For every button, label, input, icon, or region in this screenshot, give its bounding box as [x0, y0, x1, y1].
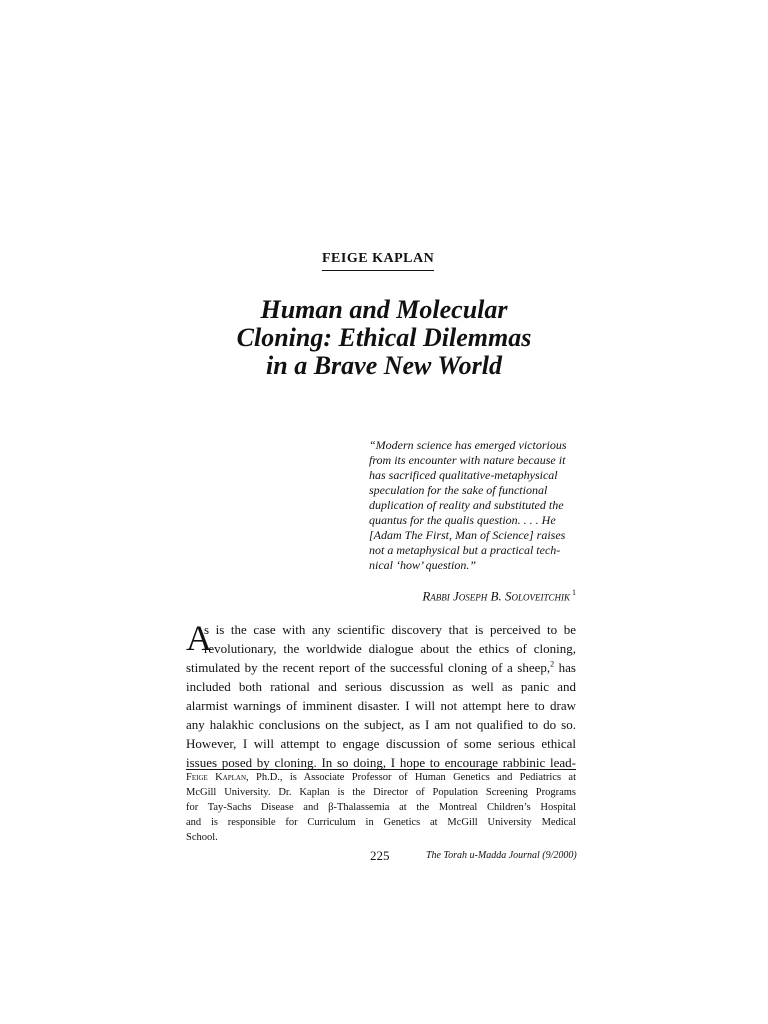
- body-line: any halakhic conclusions on the subject, as I am not qualified to do so.: [186, 717, 576, 732]
- body-line: s is the case with any scientific discovery that is perceived to be: [204, 622, 576, 637]
- footnote-line: and is responsible for Curriculum in Genetics at McGill University Medical: [186, 817, 576, 828]
- footnote-marker: 2: [550, 659, 555, 669]
- footnote-line: School.: [186, 832, 218, 843]
- body-line: revolutionary, the worldwide dialogue about the ethics of cloning,: [204, 641, 576, 656]
- epigraph-line: quantus for the qualis question. . . . He: [369, 513, 556, 527]
- epigraph-line: nical ‘how’ question.”: [369, 558, 476, 572]
- footnote-line: [186, 770, 576, 785]
- body-line: However, I will attempt to engage discussion of some serious ethical: [186, 736, 576, 751]
- epigraph-line: [Adam The First, Man of Science] raises: [369, 528, 566, 542]
- body-line: included both rational and serious discussion as well as panic and: [186, 679, 576, 694]
- title-line: Human and Molecular: [260, 295, 508, 324]
- body-line: issues posed by cloning. In so doing, I hope to encourage rabbinic lead-: [186, 755, 576, 770]
- footnote-text: , Ph.D., is Associate Professor of Human Genetics and Pediatrics at: [246, 772, 576, 783]
- body-paragraph: [186, 620, 576, 772]
- title-line: Cloning: Ethical Dilemmas: [236, 323, 532, 352]
- epigraph-line: “Modern science has emerged victorious: [369, 438, 567, 452]
- body-line-text: has: [554, 660, 576, 675]
- epigraph-line: has sacrificed qualitative-metaphysical: [369, 468, 558, 482]
- author-footnote: [186, 770, 576, 845]
- article-title: [184, 296, 584, 380]
- epigraph-line: duplication of reality and substituted the: [369, 498, 564, 512]
- footnote-line: McGill University. Dr. Kaplan is the Director of Population Screening Programs: [186, 787, 576, 798]
- footnote-marker: 1: [572, 588, 576, 597]
- footnote-line: for Tay-Sachs Disease and β-Thalassemia at the Montreal Children’s Hospital: [186, 802, 576, 813]
- epigraph-line: from its encounter with nature because it: [369, 453, 566, 467]
- epigraph-attribution: [420, 588, 576, 604]
- drop-cap: A: [186, 618, 212, 658]
- author-name: FEIGE KAPLAN: [322, 251, 434, 271]
- epigraph-line: not a metaphysical but a practical tech-: [369, 543, 561, 557]
- page-number: 225: [370, 848, 390, 863]
- body-line: [186, 658, 576, 677]
- epigraph-line: speculation for the sake of functional: [369, 483, 548, 497]
- title-line: in a Brave New World: [266, 351, 502, 380]
- journal-name: The Torah u-Madda Journal (9/2000): [426, 850, 577, 861]
- attribution-name: Rabbi Joseph B. Soloveitchik: [422, 588, 570, 604]
- footnote-author-name: Feige Kaplan: [186, 772, 247, 783]
- body-line-text: stimulated by the recent report of the successful cloning of a sheep,: [186, 660, 551, 675]
- body-line: alarmist warnings of imminent disaster. I will not attempt here to draw: [186, 698, 576, 713]
- epigraph-quote: [369, 438, 581, 573]
